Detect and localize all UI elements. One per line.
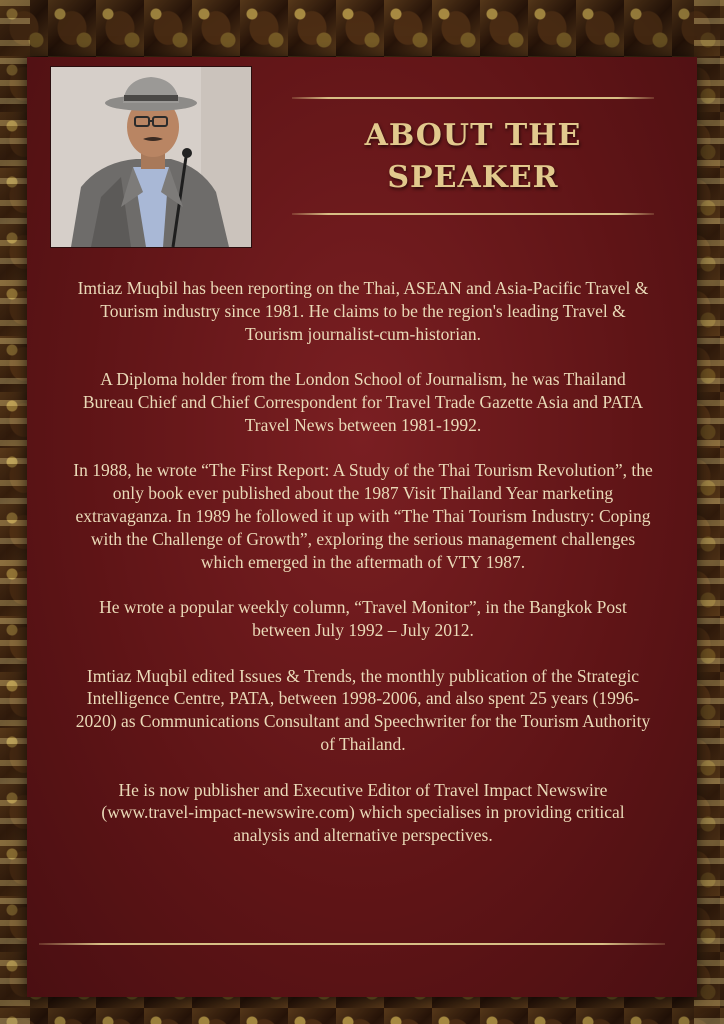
speaker-card — [27, 57, 697, 997]
section-title-line2: SPEAKER — [387, 160, 559, 195]
speaker-bio — [73, 277, 653, 870]
bio-paragraph: He is now publisher and Executive Editor of Travel Impact Newswire (www.travel-impact-newswire.com) which specialises in providing critical analysis and alternative perspectives. — [101, 779, 625, 846]
speaker-portrait-image — [51, 67, 251, 247]
title-rule-bottom — [292, 213, 654, 215]
section-title — [292, 115, 654, 199]
bio-paragraph: Imtiaz Muqbil edited Issues & Trends, the monthly publication of the Strategic Intelligence Centre, PATA, between 1998-2006, and also spent 25 years (1996-2020) as Communications Consultant and Speechwriter for the Tourism Authority of Thailand. — [75, 665, 651, 754]
ornament-border-left — [0, 0, 30, 1024]
bio-paragraph: In 1988, he wrote “The First Report: A Study of the Thai Tourism Revolution”, the only book ever published about the 1987 Visit Thailand Year marketing extravaganza. In 1989 he followed it up with “The Thai Tourism Industry: Coping with the Challenge of Growth”, exploring the serious management challenges which emerged in the aftermath of VTY 1987. — [73, 460, 653, 572]
section-title-line1: ABOUT THE — [364, 118, 582, 153]
bio-paragraph: A Diploma holder from the London School of Journalism, he was Thailand Bureau Chief and Chief Correspondent for Travel Trade Gazette Asia and PATA Travel News between 1981-1992. — [82, 369, 644, 435]
ornament-border-right — [694, 0, 724, 1024]
speaker-photo — [50, 66, 252, 248]
footer-rule — [39, 943, 665, 945]
bio-paragraph: Imtiaz Muqbil has been reporting on the Thai, ASEAN and Asia-Pacific Travel & Tourism industry since 1981. He claims to be the region's leading Travel & Tourism journalist-cum-historian. — [77, 278, 649, 344]
bio-paragraph: He wrote a popular weekly column, “Travel Monitor”, in the Bangkok Post between July 1992 – July 2012. — [99, 597, 627, 640]
title-rule-top — [292, 97, 654, 99]
